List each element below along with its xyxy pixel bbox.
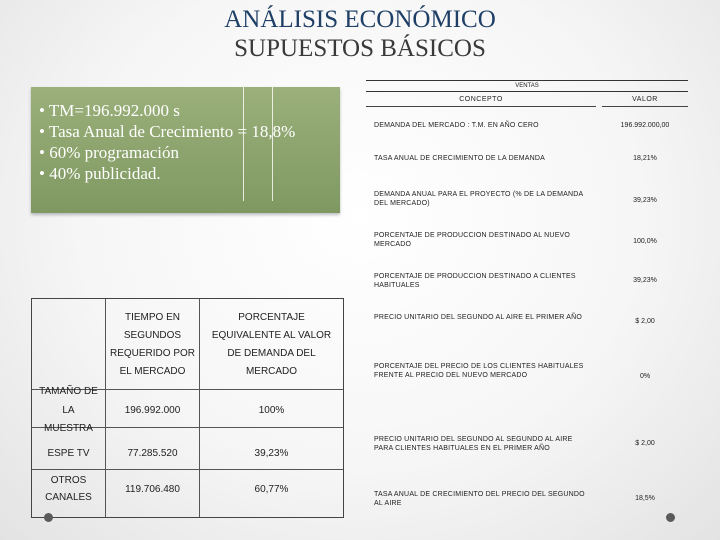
concept-cell: PORCENTAJE DEL PRECIO DE LOS CLIENTES HABITUALES FRENTE AL PRECIO DEL NUEVO MERCADO (374, 363, 584, 379)
concept-cell: PORCENTAJE DE PRODUCCION DESTINADO A CLIENTES HABITUALES (374, 273, 576, 289)
concept-cell: PORCENTAJE DE PRODUCCION DESTINADO AL NUEVO MERCADO (374, 232, 571, 248)
decorative-dot-icon (44, 513, 53, 522)
bullet-item: • TM=196.992.000 s (39, 101, 180, 120)
table-cell: 119.706.480 (125, 484, 180, 495)
row-label: OTROS (50, 475, 87, 486)
concept-cell: PRECIO UNITARIO DEL SEGUNDO AL SEGUNDO AL AIRE PARA CLIENTES HABITUALES EN EL PRIMER AÑO (374, 436, 573, 452)
assumptions-box (31, 87, 340, 213)
decorative-dot-icon (666, 513, 675, 522)
row-label: CANALES (45, 492, 92, 503)
table-cell: 196.992.000 (124, 405, 181, 416)
section-header: VENTAS (366, 80, 688, 92)
row-label: ESPE TV (47, 448, 90, 459)
row-label: LA (62, 405, 75, 416)
concept-cell: TASA ANUAL DE CRECIMIENTO DE LA DEMANDA (374, 155, 546, 162)
bullet-item: • 40% publicidad. (39, 164, 161, 183)
sales-table (366, 80, 688, 516)
slide-title: ANÁLISIS ECONÓMICO (224, 6, 496, 33)
table-header: PORCENTAJE (238, 312, 305, 323)
value-cell: 39,23% (633, 197, 657, 204)
table-header: DE DEMANDA DEL (227, 348, 316, 359)
row-label: MUESTRA (44, 423, 93, 434)
value-cell: 0% (639, 373, 651, 380)
value-cell: $ 2,00 (635, 318, 655, 325)
table-header: EQUIVALENTE AL VALOR (211, 330, 332, 341)
table-cell: 60,77% (254, 484, 289, 495)
table-cell: 77.285.520 (127, 448, 178, 459)
box-divider (272, 87, 273, 201)
value-cell: $ 2,00 (635, 440, 655, 447)
table-cell: 39,23% (254, 448, 289, 459)
table-header: EL MERCADO (119, 366, 186, 377)
value-cell: 39,23% (633, 277, 657, 284)
bullet-item: • 60% programación (39, 143, 180, 162)
concept-cell: DEMANDA DEL MERCADO : T.M. EN AÑO CERO (374, 122, 539, 129)
concept-cell: PRECIO UNITARIO DEL SEGUNDO AL AIRE EL PRIMER AÑO (374, 314, 583, 321)
table-cell: 100% (258, 405, 285, 416)
value-cell: 18,21% (633, 155, 657, 162)
table-header: TIEMPO EN (124, 312, 180, 323)
row-label: TAMAÑO DE (39, 386, 98, 397)
value-cell: 100,0% (633, 238, 657, 245)
concept-cell: DEMANDA ANUAL PARA EL PROYECTO (% DE LA DEMANDA DEL MERCADO) (374, 191, 583, 207)
value-cell: 196.992.000,00 (620, 122, 670, 129)
concept-cell: TASA ANUAL DE CRECIMIENTO DEL PRECIO DEL SEGUNDO AL AIRE (374, 491, 585, 507)
table-header: REQUERIDO POR (109, 348, 195, 359)
box-divider (243, 87, 244, 201)
table-header: SEGUNDOS (123, 330, 182, 341)
sample-table (31, 298, 344, 518)
bullet-item: • Tasa Anual de Crecimiento = 18,8% (39, 122, 296, 141)
value-header: VALOR (602, 94, 688, 107)
table-header: MERCADO (245, 366, 298, 377)
concept-header: CONCEPTO (366, 94, 596, 107)
value-cell: 18,5% (635, 495, 655, 502)
slide-subtitle: SUPUESTOS BÁSICOS (234, 35, 486, 62)
